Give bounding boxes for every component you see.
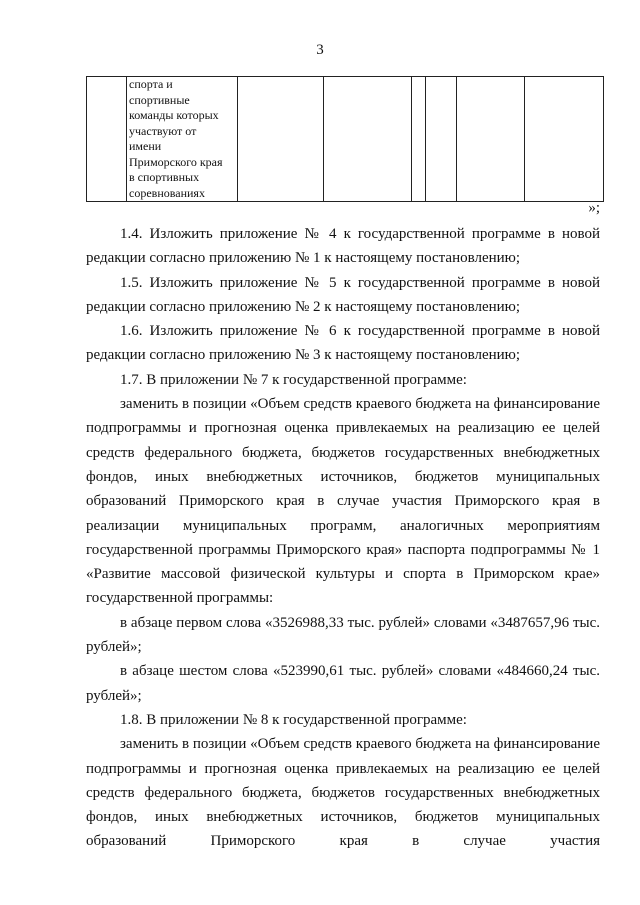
table-cell-empty	[324, 77, 412, 202]
table-cell-empty	[457, 77, 525, 202]
cell-line: спортивные	[129, 92, 190, 107]
table-fragment	[86, 76, 603, 200]
cell-line: спорта и	[129, 77, 173, 91]
cell-line: соревнованиях	[129, 185, 205, 200]
paragraph: 1.5. Изложить приложение № 5 к государственной программе в новой редакции согласно приложению № 2 к настоящему постановлению;	[86, 274, 600, 315]
paragraph: в абзаце первом слова «3526988,33 тыс. рублей» словами «3487657,96 тыс. рублей»;	[86, 614, 600, 656]
cell-line: в спортивных	[129, 170, 200, 184]
paragraph: 1.7. В приложении № 7 к государственной программе:	[120, 371, 467, 388]
page-number: 3	[316, 42, 324, 58]
cell-line: команды которых	[129, 108, 219, 122]
table-cell-empty	[238, 77, 324, 202]
cell-line: участвуют от	[129, 123, 197, 138]
paragraph: 1.8. В приложении № 8 к государственной программе:	[120, 711, 467, 728]
table-cell-number	[87, 77, 127, 202]
paragraph: заменить в позиции «Объем средств краевого бюджета на финансирование подпрограммы и прогнозная оценка привлекаемых на реализацию ее целей средств федерального бюджета, бюджетов государственных внебюджетных фондов, иных внебюджетных источников, бюджетов муниципальных образований Приморского края в случае участия Приморского края в реализации муниципальных программ, аналогичных мероприятиям государственной программы Приморского края» паспорта подпрограммы № 1 «Развитие массовой физической культуры и спорта в Приморском крае» государственной программы:	[86, 396, 600, 607]
paragraph: в абзаце шестом слова «523990,61 тыс. рублей» словами «484660,24 тыс. рублей»;	[86, 663, 600, 704]
table-cell-empty	[525, 77, 604, 202]
program-table	[86, 76, 604, 202]
paragraph: 1.6. Изложить приложение № 6 к государственной программе в новой редакции согласно приложению № 3 к настоящему постановлению;	[86, 323, 600, 364]
paragraph: 1.4. Изложить приложение № 4 к государственной программе в новой редакции согласно приложению № 1 к настоящему постановлению;	[86, 226, 600, 267]
document-body	[86, 222, 600, 854]
closing-quote: »;	[588, 200, 600, 216]
table-cell-name	[127, 77, 238, 202]
paragraph: заменить в позиции «Объем средств краевого бюджета на финансирование подпрограммы и прогнозная оценка привлекаемых на реализацию ее целей средств федерального бюджета, бюджетов государственных внебюджетных фондов, иных внебюджетных источников, бюджетов муниципальных образований Приморского края в случае участия	[86, 736, 600, 850]
table-cell-empty	[426, 77, 457, 202]
table-cell-empty	[412, 77, 426, 202]
cell-line: Приморского края	[129, 154, 223, 169]
cell-line: имени	[129, 139, 162, 153]
